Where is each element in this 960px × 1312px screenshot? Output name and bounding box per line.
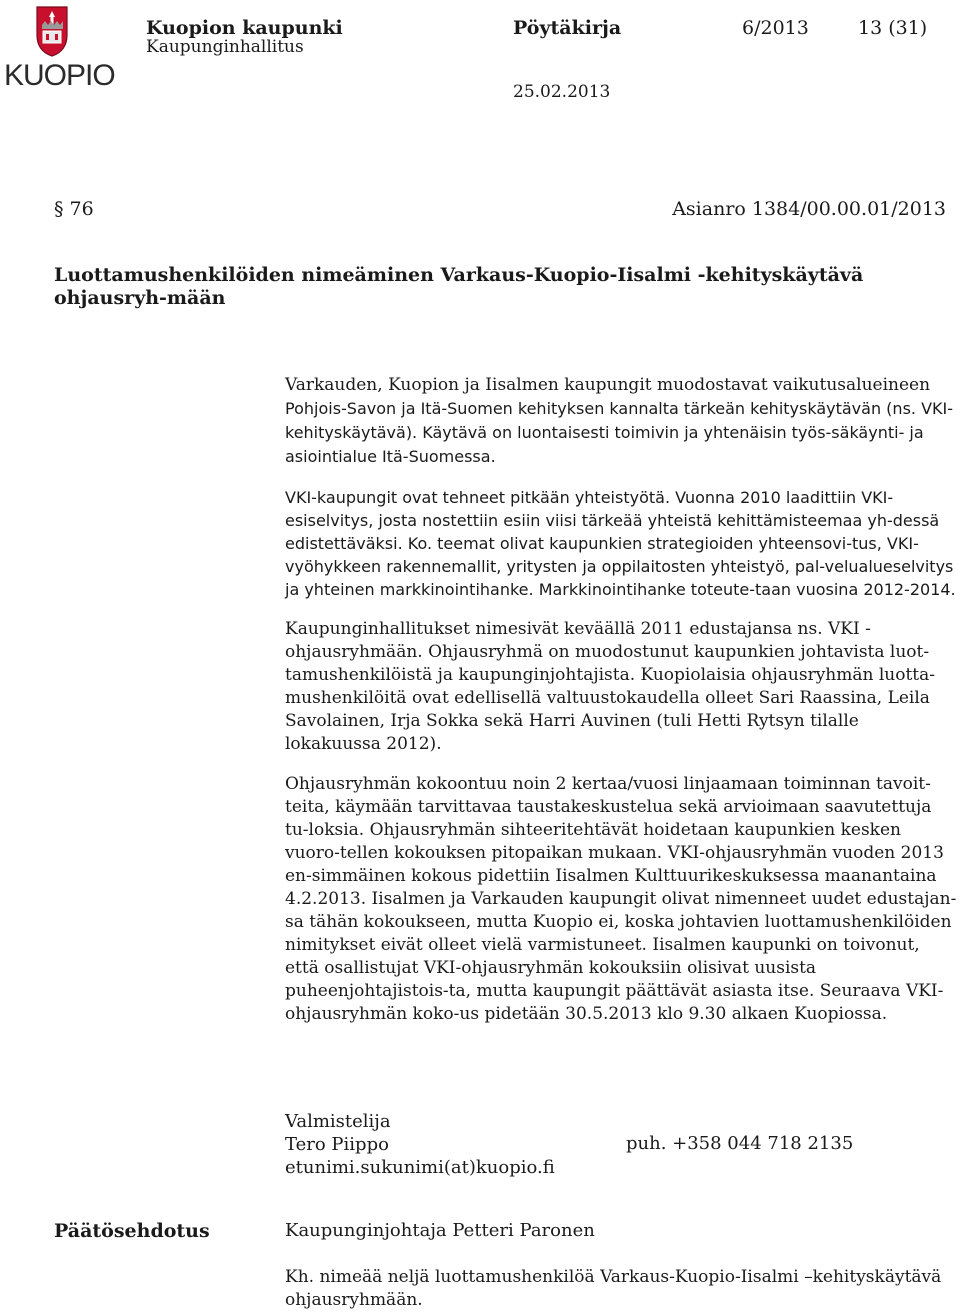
paragraph-1-first-line: Varkauden, Kuopion ja Iisalmen kaupungit muodostavat vaikutusalueineen bbox=[285, 375, 931, 395]
case-reference: Asianro 1384/00.00.01/2013 bbox=[672, 198, 946, 220]
document-type: Pöytäkirja bbox=[513, 17, 622, 39]
paragraph-4: Ohjausryhmän kokoontuu noin 2 kertaa/vuosi linjaamaan toiminnan tavoit-teita, käymään tarvittavaa taustakeskustelua sekä arvioimaan saavutettuja tu-loksia. Ohjausryhmän sihteeritehtävät hoidetaan kaupunkien kesken vuoro-tellen kokouksen pitopaikan mukaan. VKI-ohjausryhmän vuoden 2013 en-simmäinen kokous pidettiin Iisalmen Kulttuurikeskuksessa maanantaina 4.2.2013. Iisalmen ja Varkauden kaupungit olivat nimenneet uudet edustajan-sa tähän kokoukseen, mutta Kuopio ei, koska johtavien luottamushenkilöiden nimitykset eivät olleet vielä varmistuneet. Iisalmen kaupunki on toivonut, että osallistujat VKI-ohjausryhmän kokouksiin olisivat uusista puheenjohtajistois-ta, mutta kaupungit päättävät asiasta itse. Seuraava VKI-ohjausryhmän koko-us pidetään 30.5.2013 klo 9.30 alkaen Kuopiossa. bbox=[285, 774, 957, 1024]
proposal-label: Päätösehdotus bbox=[54, 1220, 210, 1242]
preparer-name: Tero Piippo bbox=[285, 1134, 389, 1155]
paragraph-3: Kaupunginhallitukset nimesivät keväällä 2011 edustajansa ns. VKI - ohjausryhmään. Ohjausryhmä on muodostunut kaupunkien johtavista luot-tamushenkilöistä ja kaupunginjohtajista. Kuopiolaisia ohjausryhmän luotta-mushenkilöitä ovat edellisellä valtuustokaudella olleet Sari Raassina, Leila Savolainen, Irja Sokka sekä Harri Auvinen (tuli Hetti Rytsyn tilalle lokakuussa 2012). bbox=[285, 619, 936, 754]
paragraph-1-rest: Pohjois-Savon ja Itä-Suomen kehityksen kannalta tärkeän kehityskäytävän (ns. VKI-kehityskäytävä). Käytävä on luontaisesti toimivin ja yhtenäisin työs-säkäynti- ja asiointialue Itä-Suomessa. bbox=[285, 399, 953, 466]
organization-name: Kuopion kaupunki bbox=[146, 17, 343, 39]
proposer: Kaupunginjohtaja Petteri Paronen bbox=[285, 1220, 595, 1241]
paragraph-2: VKI-kaupungit ovat tehneet pitkään yhteistyötä. Vuonna 2010 laadittiin VKI-esiselvitys, josta nostettiin esiin viisi tärkeää yhteistä kehittämisteemaa yh-dessä edistettäväksi. Ko. teemat olivat kaupunkien strategioiden yhteensovi-tus, VKI-vyöhykkeen rakennemallit, yritysten ja oppilaitosten yhteistyö, pal-velualueselvitys ja yhteinen markkinointihanke. Markkinointihanke toteute-taan vuosina 2012-2014. bbox=[285, 488, 956, 599]
proposal-text: Kh. nimeää neljä luottamushenkilöä Varkaus-Kuopio-Iisalmi –kehityskäytävä ohjausryhmään. bbox=[285, 1267, 942, 1310]
meeting-date: 25.02.2013 bbox=[513, 82, 611, 102]
section-title: Luottamushenkilöiden nimeäminen Varkaus-Kuopio-Iisalmi -kehityskäytävä ohjausryh-mään bbox=[54, 264, 864, 309]
section-number: § 76 bbox=[54, 198, 94, 220]
document-body bbox=[285, 374, 957, 1043]
page-number: 13 (31) bbox=[858, 17, 928, 39]
kuopio-logo bbox=[4, 2, 115, 98]
department-name: Kaupunginhallitus bbox=[146, 37, 304, 57]
preparer-email: etunimi.sukunimi(at)kuopio.fi bbox=[285, 1157, 555, 1178]
preparer-label: Valmistelija bbox=[285, 1111, 391, 1132]
logo-wordmark: KUOPIO bbox=[4, 59, 115, 92]
preparer-phone: puh. +358 044 718 2135 bbox=[626, 1133, 854, 1154]
paragraph-1 bbox=[285, 374, 957, 469]
coat-of-arms-icon bbox=[35, 5, 69, 57]
document-number: 6/2013 bbox=[742, 17, 809, 39]
preparer-block bbox=[285, 1110, 555, 1179]
